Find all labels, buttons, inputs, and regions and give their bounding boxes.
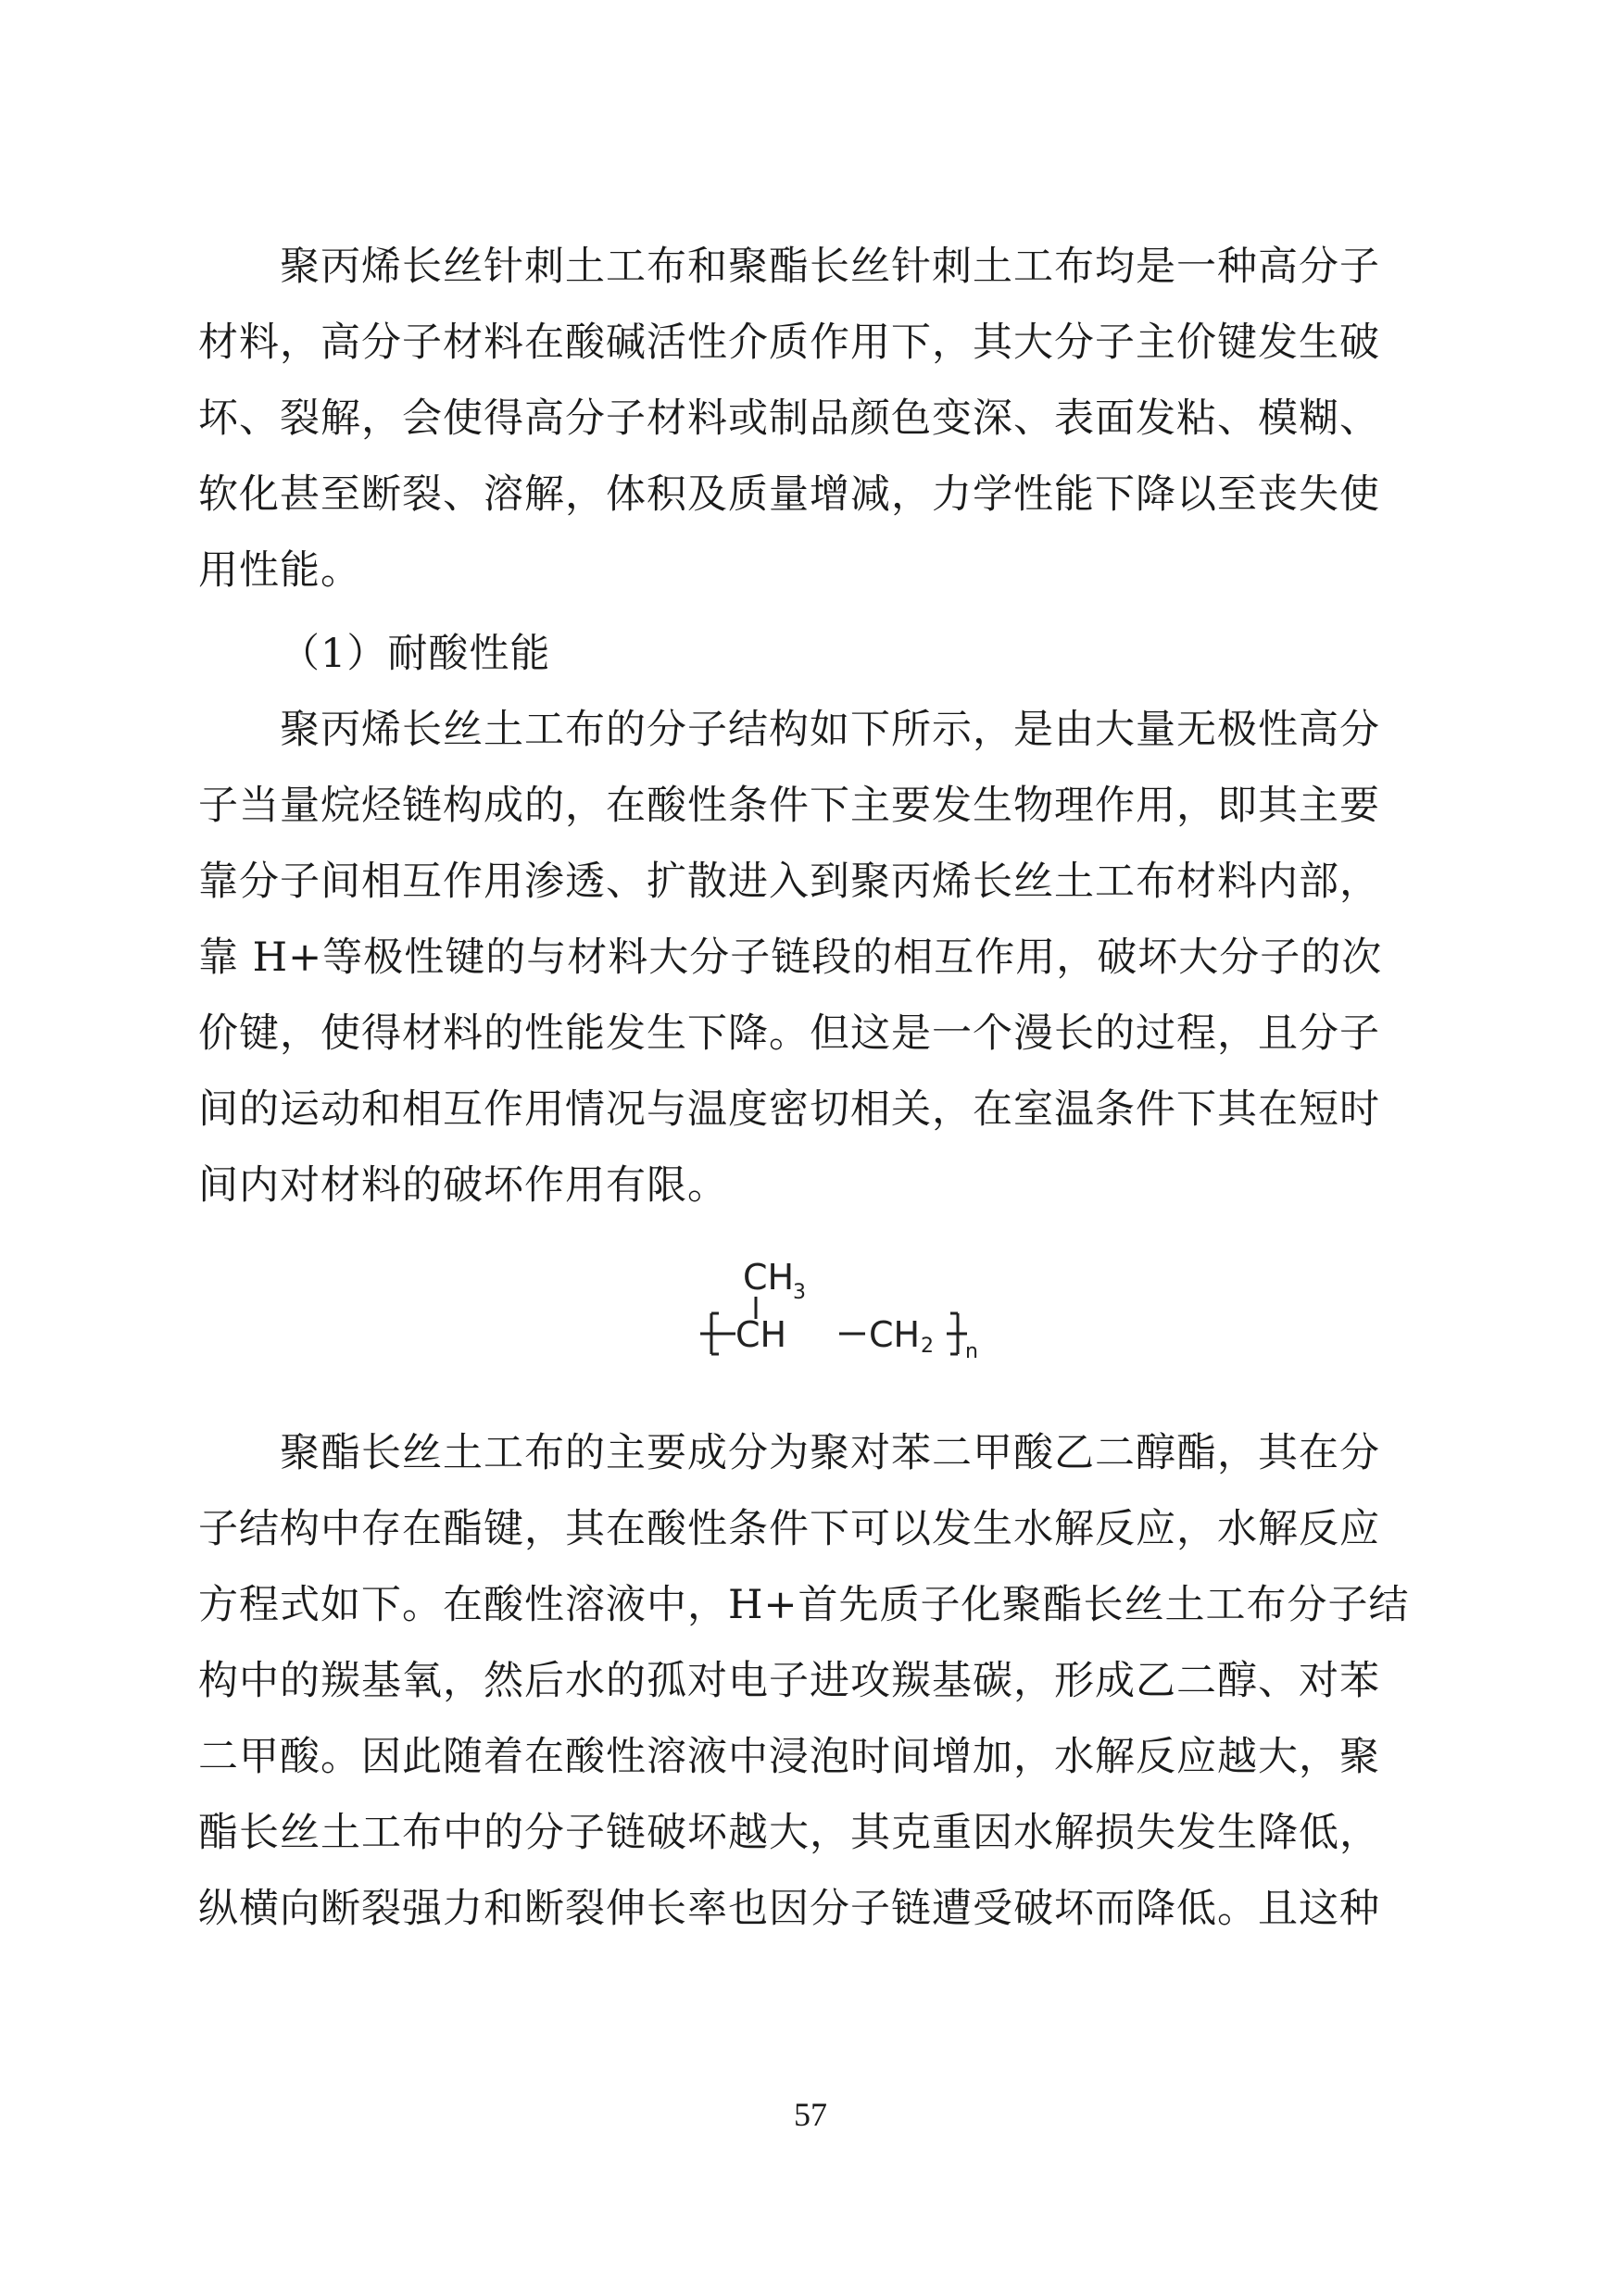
paragraph-3-line: 构中的羰基氧，然后水的孤对电子进攻羰基碳，形成乙二醇、对苯 bbox=[198, 1658, 1380, 1704]
paragraph-3-line: 酯长丝土工布中的分子链破坏越大，其克重因水解损失发生降低， bbox=[198, 1810, 1380, 1856]
formula-main-ch: CH bbox=[735, 1314, 787, 1355]
paragraph-3-line: 方程式如下。在酸性溶液中，H+首先质子化聚酯长丝土工布分子结 bbox=[198, 1582, 1410, 1628]
paragraph-3-line: 聚酯长丝土工布的主要成分为聚对苯二甲酸乙二醇酯，其在分 bbox=[280, 1430, 1380, 1476]
paragraph-1-line: 材料，高分子材料在酸碱活性介质作用下，其大分子主价键发生破 bbox=[198, 320, 1380, 366]
paragraph-2-line: 间内对材料的破坏作用有限。 bbox=[198, 1162, 728, 1209]
paragraph-3-line: 二甲酸。因此随着在酸性溶液中浸泡时间增加，水解反应越大，聚 bbox=[198, 1734, 1380, 1780]
page-number: 57 bbox=[794, 2096, 827, 2133]
paragraph-1-line: 软化甚至断裂、溶解，体积及质量增减，力学性能下降以至丧失使 bbox=[198, 471, 1380, 518]
paragraph-2 bbox=[198, 692, 1426, 1223]
paragraph-1-line: 用性能。 bbox=[198, 547, 361, 594]
polypropylene-structure-formula bbox=[689, 1243, 1041, 1382]
paragraph-2-line: 子当量烷烃链构成的，在酸性条件下主要发生物理作用，即其主要 bbox=[198, 783, 1380, 829]
formula-ch2-subscript: 2 bbox=[921, 1335, 934, 1358]
formula-n-subscript: n bbox=[965, 1340, 978, 1363]
paragraph-3 bbox=[198, 1415, 1426, 1947]
formula-ch2: CH bbox=[869, 1314, 921, 1355]
paragraph-3-line: 纵横向断裂强力和断裂伸长率也因分子链遭受破坏而降低。且这种 bbox=[198, 1886, 1380, 1932]
paragraph-1 bbox=[198, 229, 1426, 609]
paragraph-3-line: 子结构中存在酯键，其在酸性条件下可以发生水解反应，水解反应 bbox=[198, 1506, 1380, 1552]
formula-top-group: CH bbox=[743, 1257, 795, 1298]
paragraph-2-line: 靠分子间相互作用渗透、扩散进入到聚丙烯长丝土工布材料内部， bbox=[198, 859, 1380, 905]
section-heading: （1）耐酸性能 bbox=[280, 631, 551, 677]
formula-top-subscript: 3 bbox=[793, 1281, 806, 1304]
paragraph-2-line: 聚丙烯长丝土工布的分子结构如下所示，是由大量无极性高分 bbox=[280, 707, 1380, 753]
paragraph-1-line: 聚丙烯长丝针刺土工布和聚酯长丝针刺土工布均是一种高分子 bbox=[280, 244, 1380, 290]
paragraph-2-line: 价键，使得材料的性能发生下降。但这是一个漫长的过程，且分子 bbox=[198, 1010, 1380, 1057]
paragraph-2-line: 间的运动和相互作用情况与温度密切相关，在室温条件下其在短时 bbox=[198, 1086, 1380, 1133]
paragraph-1-line: 坏、裂解，会使得高分子材料或制品颜色变深、表面发粘、模糊、 bbox=[198, 395, 1380, 442]
paragraph-2-line: 靠 H+等极性键的与材料大分子链段的相互作用，破坏大分子的次 bbox=[198, 935, 1383, 981]
